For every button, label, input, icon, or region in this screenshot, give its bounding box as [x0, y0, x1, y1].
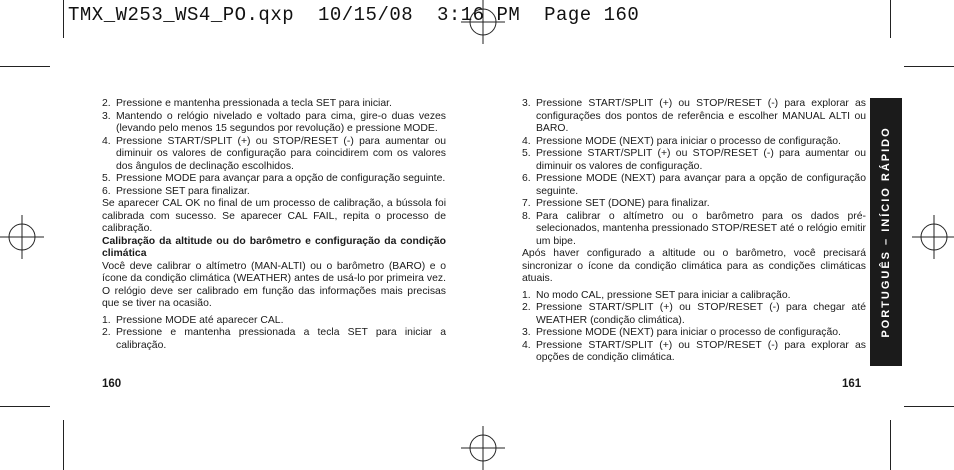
- list-item: 4. Pressione START/SPLIT (+) ou STOP/RESET (-) para explorar as opções de condição climática.: [522, 339, 866, 363]
- list-item: 6. Pressione MODE (NEXT) para avançar para a opção de configuração seguinte.: [522, 173, 866, 197]
- side-tab-label: PORTUGUÊS – INÍCIO RÁPIDO: [880, 126, 892, 338]
- page-number-left: 160: [102, 378, 122, 390]
- list-item: 2. Pressione START/SPLIT (+) ou STOP/RESET (-) para chegar até WEATHER (condição climática).: [522, 302, 866, 326]
- list-item: 1. Pressione MODE até aparecer CAL.: [102, 314, 284, 326]
- list-item: 8. Para calibrar o altímetro ou o barômetro para os dados pré-selecionados, mantenha pressionado STOP/RESET até o relógio emitir um bipe.: [522, 210, 866, 247]
- calibration-result-paragraph: Se aparecer CAL OK no final de um processo de calibração, a bússola foi calibrada com sucesso. Se aparecer CAL FAIL, repita o processo de calibração.: [102, 198, 446, 234]
- crop-mark: [890, 420, 891, 470]
- steps-list: [522, 98, 866, 248]
- right-page-column: [522, 98, 866, 365]
- crop-mark: [63, 420, 64, 470]
- registration-mark-icon: [461, 0, 505, 44]
- section-heading: Calibração da altitude ou do barômetro e configuração da condição climática: [102, 235, 446, 259]
- crop-mark: [0, 66, 50, 67]
- crop-mark: [904, 66, 954, 67]
- registration-mark-icon: [0, 215, 44, 259]
- list-item: 4. Pressione MODE (NEXT) para iniciar o processo de configuração.: [522, 135, 841, 147]
- calibration-intro-paragraph: Você deve calibrar o altímetro (MAN-ALTI) ou o barômetro (BARO) e o ícone da condição climática (WEATHER) antes de usá-lo por primeira vez. O relógio deve ser calibrado em função das informações mais precisas que se tiver na ocasião.: [102, 260, 446, 309]
- steps-list: [102, 315, 446, 353]
- list-item: 5. Pressione MODE para avançar para a opção de configuração seguinte.: [102, 173, 446, 184]
- list-item: 2. Pressione e mantenha pressionada a tecla SET para iniciar.: [102, 98, 392, 109]
- list-item: 6. Pressione SET para finalizar.: [102, 185, 250, 197]
- crop-mark: [63, 0, 64, 38]
- steps-list: [522, 290, 866, 365]
- list-item: 4. Pressione START/SPLIT (+) ou STOP/RESET (-) para aumentar ou diminuir os valores de configuração para coincidirem com os valores dos ângulos de declinação escolhidos.: [102, 135, 446, 172]
- language-side-tab: [870, 98, 902, 366]
- file-slug: TMX_W253_WS4_PO.qxp 10/15/08 3:16 PM Page 160: [68, 4, 640, 26]
- page-number-right: 161: [842, 378, 862, 390]
- sync-weather-paragraph: Após haver configurado a altitude ou o barômetro, você precisará sincronizar o ícone da condição climática para as condições climáticas atuais.: [522, 248, 866, 284]
- crop-mark: [904, 406, 954, 407]
- list-item: 3. Pressione MODE (NEXT) para iniciar o processo de configuração.: [522, 327, 841, 338]
- list-item: 3. Mantendo o relógio nivelado e voltado para cima, gire-o duas vezes (levando pelo menos 15 segundos por revolução) e pressione MODE.: [102, 110, 446, 134]
- steps-list: [102, 98, 446, 198]
- list-item: 2. Pressione e mantenha pressionada a tecla SET para iniciar a calibração.: [102, 327, 446, 351]
- left-page-column: [102, 98, 446, 352]
- crop-mark: [890, 0, 891, 38]
- list-item: 3. Pressione START/SPLIT (+) ou STOP/RESET (-) para explorar as configurações dos pontos de referência e escolher MANUAL ALTI ou BARO.: [522, 98, 866, 134]
- list-item: 1. No modo CAL, pressione SET para iniciar a calibração.: [522, 289, 791, 301]
- crop-mark: [0, 406, 50, 407]
- list-item: 5. Pressione START/SPLIT (+) ou STOP/RESET (-) para aumentar ou diminuir os valores de configuração.: [522, 148, 866, 172]
- registration-mark-icon: [912, 215, 954, 259]
- registration-mark-icon: [461, 426, 505, 470]
- list-item: 7. Pressione SET (DONE) para finalizar.: [522, 198, 710, 209]
